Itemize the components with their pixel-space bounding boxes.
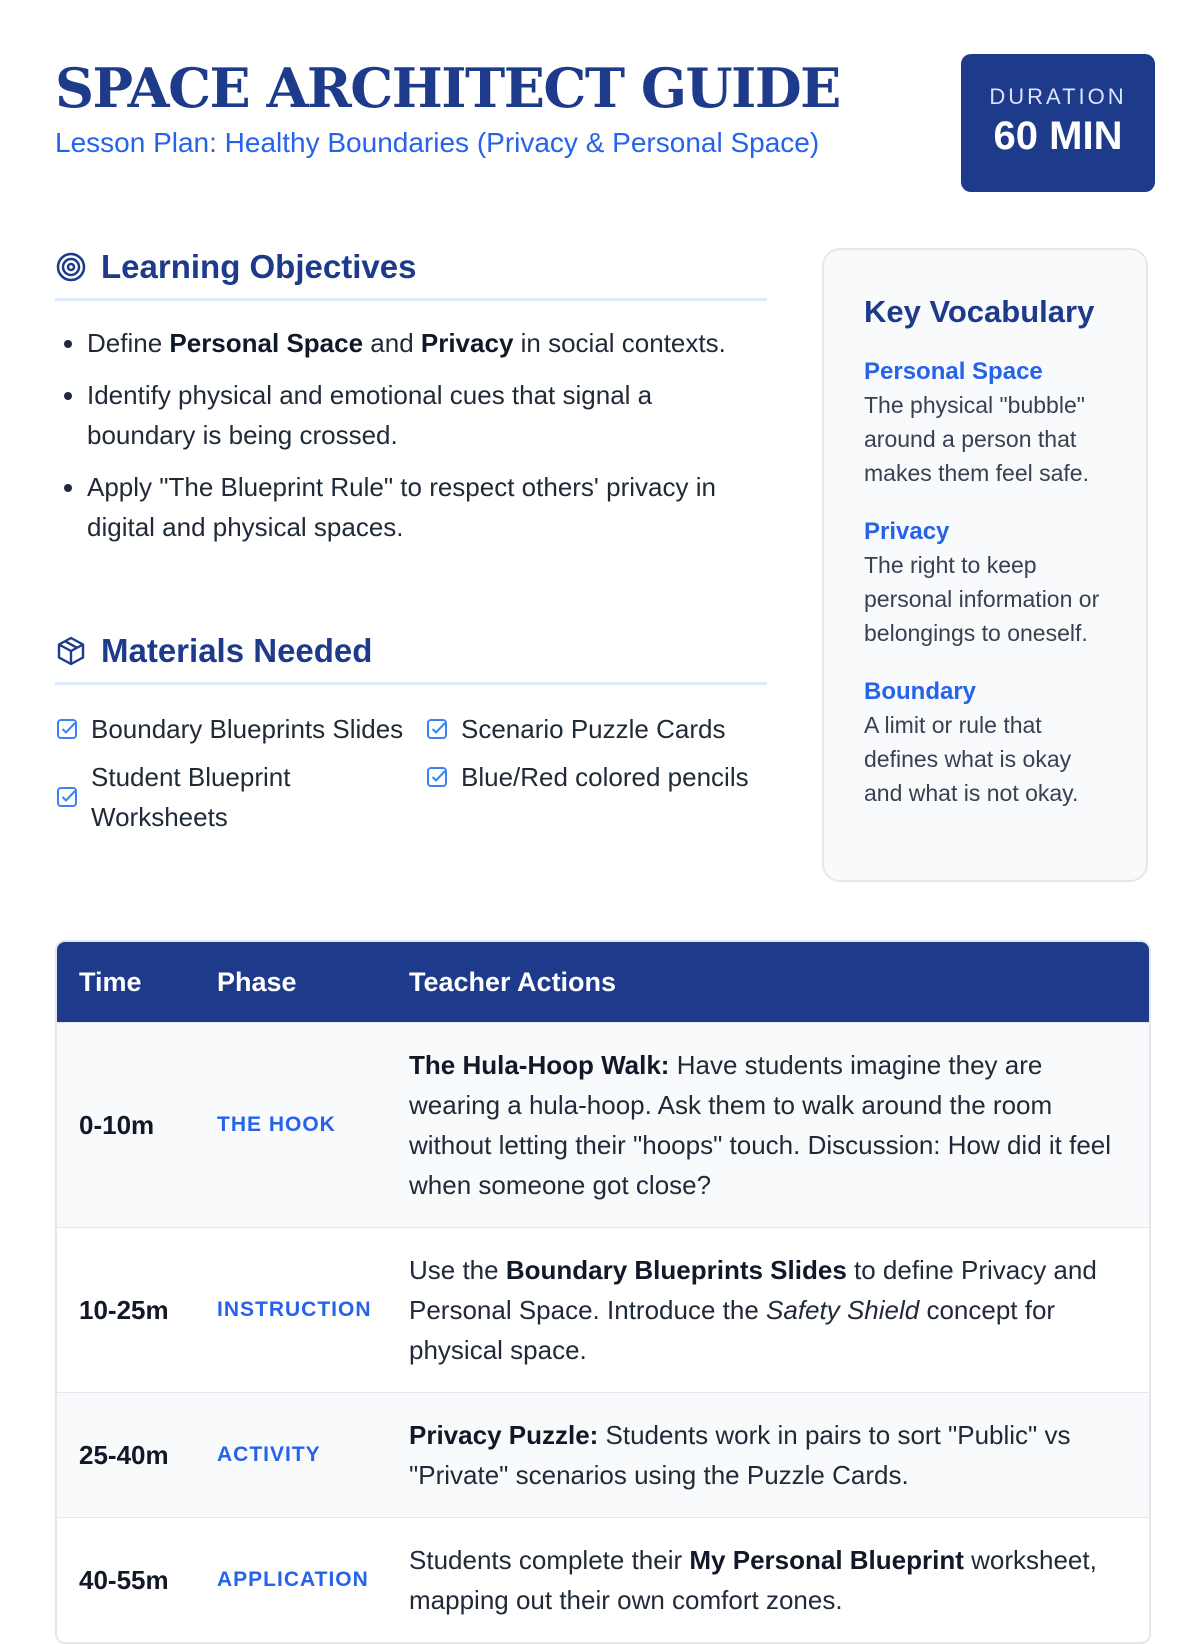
objectives-list <box>55 323 767 547</box>
target-icon <box>55 251 87 283</box>
material-item: Student Blueprint Worksheets <box>55 757 425 837</box>
material-item: Scenario Puzzle Cards <box>425 709 767 749</box>
table-row <box>57 1517 1149 1642</box>
phase-cell: THE HOOK <box>217 1113 336 1136</box>
vocab-term: Privacy <box>864 518 950 545</box>
table-header <box>57 942 1149 1022</box>
table-row <box>57 1392 1149 1517</box>
key-vocabulary-card <box>822 248 1148 882</box>
time-cell: 10-25m <box>79 1295 169 1325</box>
page-title: SPACE ARCHITECT GUIDE <box>55 56 840 120</box>
table-row <box>57 1022 1149 1227</box>
materials-heading: Materials Needed <box>55 632 767 685</box>
column-header: Phase <box>217 966 297 997</box>
table-row <box>57 1227 1149 1392</box>
vocab-definition: The right to keep personal information or belongings to oneself. <box>864 552 1100 646</box>
duration-label: DURATION <box>989 84 1127 109</box>
actions-cell: Students complete their My Personal Blueprint worksheet, mapping out their own comfort zones. <box>409 1545 1097 1615</box>
actions-cell: The Hula-Hoop Walk: Have students imagine they are wearing a hula-hoop. Ask them to walk around the room without letting their "hoops" touch. Discussion: How did it feel when someone got close? <box>409 1050 1112 1200</box>
phase-cell: APPLICATION <box>217 1568 369 1591</box>
materials-section <box>55 632 767 837</box>
objective-item: • Apply "The Blueprint Rule" to respect others' privacy in digital and physical spaces. <box>87 467 767 547</box>
actions-cell: Use the Boundary Blueprints Slides to define Privacy and Personal Space. Introduce the Safety Shield concept for physical space. <box>409 1255 1097 1365</box>
time-cell: 40-55m <box>79 1565 169 1595</box>
objective-item: • Define Personal Space and Privacy in social contexts. <box>87 323 767 363</box>
materials-list <box>55 709 767 837</box>
checkbox-icon <box>55 717 79 741</box>
vocab-definition: A limit or rule that defines what is okay and what is not okay. <box>864 712 1079 806</box>
column-header: Time <box>79 966 142 997</box>
checkbox-icon <box>425 765 449 789</box>
time-cell: 0-10m <box>79 1110 155 1140</box>
vocab-term: Boundary <box>864 678 977 705</box>
time-cell: 25-40m <box>79 1440 169 1470</box>
duration-value: 60 MIN <box>993 114 1123 158</box>
schedule-table <box>55 940 1151 1644</box>
checkbox-icon <box>425 717 449 741</box>
duration-badge <box>961 54 1155 192</box>
actions-cell: Privacy Puzzle: Students work in pairs to sort "Public" vs "Private" scenarios using the Puzzle Cards. <box>409 1420 1071 1490</box>
page-subtitle: Lesson Plan: Healthy Boundaries (Privacy & Personal Space) <box>55 127 820 158</box>
header <box>55 56 1155 196</box>
phase-cell: ACTIVITY <box>217 1443 321 1466</box>
vocab-definition: The physical "bubble" around a person that makes them feel safe. <box>864 392 1089 486</box>
checkbox-icon <box>55 785 79 809</box>
vocabulary-heading: Key Vocabulary <box>864 294 1095 329</box>
package-icon <box>55 635 87 667</box>
objectives-heading: Learning Objectives <box>55 248 767 301</box>
phase-cell: INSTRUCTION <box>217 1298 372 1321</box>
learning-objectives-section <box>55 248 767 559</box>
vocab-term: Personal Space <box>864 358 1043 385</box>
material-item: Boundary Blueprints Slides <box>55 709 425 749</box>
material-item: Blue/Red colored pencils <box>425 757 767 797</box>
objective-item: • Identify physical and emotional cues that signal a boundary is being crossed. <box>87 375 767 455</box>
column-header: Teacher Actions <box>409 966 617 997</box>
